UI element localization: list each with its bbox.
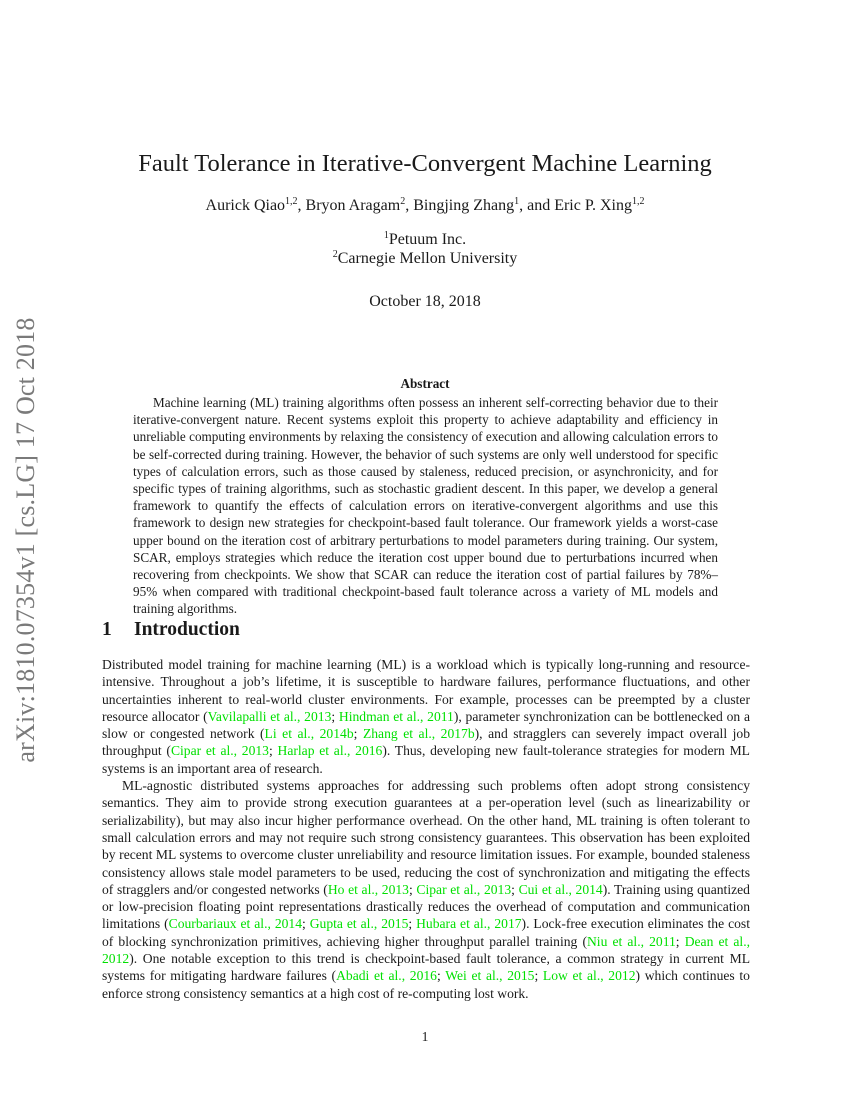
author-name: Eric P. Xing [554, 197, 632, 214]
citation-link[interactable]: Cui et al., 2014 [518, 881, 603, 897]
author-affiliation-marker: 1,2 [631, 196, 645, 207]
abstract-heading: Abstract [400, 376, 450, 391]
introduction-body [102, 656, 750, 1002]
author-list: Aurick Qiao$^{1,2}$, Bryon Aragam$^2$, Bingjing Zhang$^1$, and Eric P. Xing$^{1,2}$ [205, 196, 645, 214]
author-name: Bryon Aragam [305, 197, 401, 214]
author-name: Aurick Qiao [205, 197, 286, 214]
citation-link[interactable]: Hindman et al., 2011 [338, 708, 454, 724]
abstract-body [133, 394, 718, 618]
arxiv-stamp [0, 290, 52, 790]
citation-link[interactable]: Zhang et al., 2017b [362, 726, 475, 742]
citation-link[interactable]: Low et al., 2012 [542, 968, 636, 984]
affiliation-1 [0, 231, 850, 249]
citation-link[interactable]: Dean et al., 2012 [102, 933, 750, 967]
citation-link[interactable]: Gupta et al., 2015 [309, 916, 409, 932]
body-paragraph: Distributed model training for machine learning (ML) is a workload which is typically long-running and resource-intensive. Throughout a job’s lifetime, it is susceptible to hardware failures, performance fluctuations, and other uncertainties inherent to real-world cluster environments. For example, processes can be preempted by a cluster resource allocator (Vavilapalli et al., 2013; Hindman et al., 2011), parameter synchronization can be bottlenecked on a slow or congested network (Li et al., 2014b; Zhang et al., 2017b), and stragglers can severely impact overall job throughput (Cipar et al., 2013; Harlap et al., 2016). Thus, developing new fault-tolerance strategies for modern ML systems is an important area of research. [102, 657, 751, 776]
affiliation-name: Carnegie Mellon University [337, 250, 518, 267]
affiliation-2 [0, 250, 850, 268]
citation-link[interactable]: Ho et al., 2013 [327, 881, 409, 897]
citation-link[interactable]: Wei et al., 2015 [445, 968, 535, 984]
section-title: Introduction [134, 619, 240, 640]
citation-link[interactable]: Vavilapalli et al., 2013 [207, 708, 332, 724]
page-number: 1 [421, 1029, 429, 1044]
abstract-text: Machine learning (ML) training algorithms often possess an inherent self-correcting behavior due to their iterative-convergent nature. Recent systems exploit this property to achieve adaptability and efficiency in unreliable computing environments by relaxing the consistency of execution and allowing calculation errors to be self-corrected during training. However, the behavior of such systems are only well understood for specific types of calculation errors, such as those caused by staleness, reduced precision, or asynchronicity, and for specific types of training algorithms, such as stochastic gradient descent. In this paper, we develop a general framework to quantify the effects of calculation errors on iterative-convergent algorithms and use this framework to design new strategies for checkpoint-based fault tolerance. Our framework yields a worst-case upper bound on the iteration cost of arbitrary perturbations to model parameters during training. Our system, SCAR, employs strategies which reduce the iteration cost upper bound due to perturbations incurred when recovering from checkpoints. We show that SCAR can reduce the iteration cost of partial failures by 78%–95% when compared with traditional checkpoint-based fault tolerance across a variety of ML models and training algorithms. [133, 395, 718, 617]
affiliation-marker: 2 [332, 249, 338, 260]
citation-link[interactable]: Harlap et al., 2016 [277, 743, 383, 759]
paper-title: Fault Tolerance in Iterative-Convergent Machine Learning [138, 150, 712, 177]
section-heading-introduction [102, 619, 240, 641]
author-affiliation-marker: 1 [514, 196, 520, 207]
citation-link[interactable]: Courbariaux et al., 2014 [168, 916, 303, 932]
affiliation-name: Petuum Inc. [388, 231, 467, 248]
author-affiliation-marker: 2 [400, 196, 406, 207]
citation-link[interactable]: Cipar et al., 2013 [170, 743, 269, 759]
body-paragraph: ML-agnostic distributed systems approaches for addressing such problems often adopt strong consistency semantics. They aim to provide strong execution guarantees at a per-operation level (such as linearizability or serializability), but may also incur higher performance overhead. On the other hand, ML training is often tolerant to small calculation errors and may not require such strong consistency guarantees. This observation has been exploited by recent ML systems to overcome cluster unreliability and resource limitation issues. For example, bounded staleness consistency allows stale model parameters to be used, reducing the cost of synchronization and mitigating the effects of stragglers and/or congested networks (Ho et al., 2013; Cipar et al., 2013; Cui et al., 2014). Training using quantized or low-precision floating point representations drastically reduces the overhead of computation and communication limitations (Courbariaux et al., 2014; Gupta et al., 2015; Hubara et al., 2017). Lock-free execution eliminates the cost of blocking synchronization primitives, achieving higher throughput parallel training (Niu et al., 2011; Dean et al., 2012). One notable exception to this trend is checkpoint-based fault tolerance, a common strategy in current ML systems for mitigating hardware failures (Abadi et al., 2016; Wei et al., 2015; Low et al., 2012) which continues to enforce strong consistency semantics at a high cost of re-computing lost work. [102, 778, 750, 1001]
affiliation-marker: 1 [383, 230, 389, 241]
citation-link[interactable]: Abadi et al., 2016 [336, 968, 437, 984]
citation-link[interactable]: Hubara et al., 2017 [416, 916, 522, 932]
author-affiliation-marker: 1,2 [285, 196, 298, 207]
citation-link[interactable]: Li et al., 2014b [264, 726, 354, 742]
citation-link[interactable]: Niu et al., 2011 [586, 933, 676, 949]
author-name: Bingjing Zhang [413, 197, 515, 214]
paper-date: October 18, 2018 [369, 293, 481, 310]
arxiv-stamp-text: arXiv:1810.07354v1 [cs.LG] 17 Oct 2018 [11, 317, 40, 763]
section-number: 1 [102, 619, 112, 640]
citation-link[interactable]: Cipar et al., 2013 [416, 881, 512, 897]
